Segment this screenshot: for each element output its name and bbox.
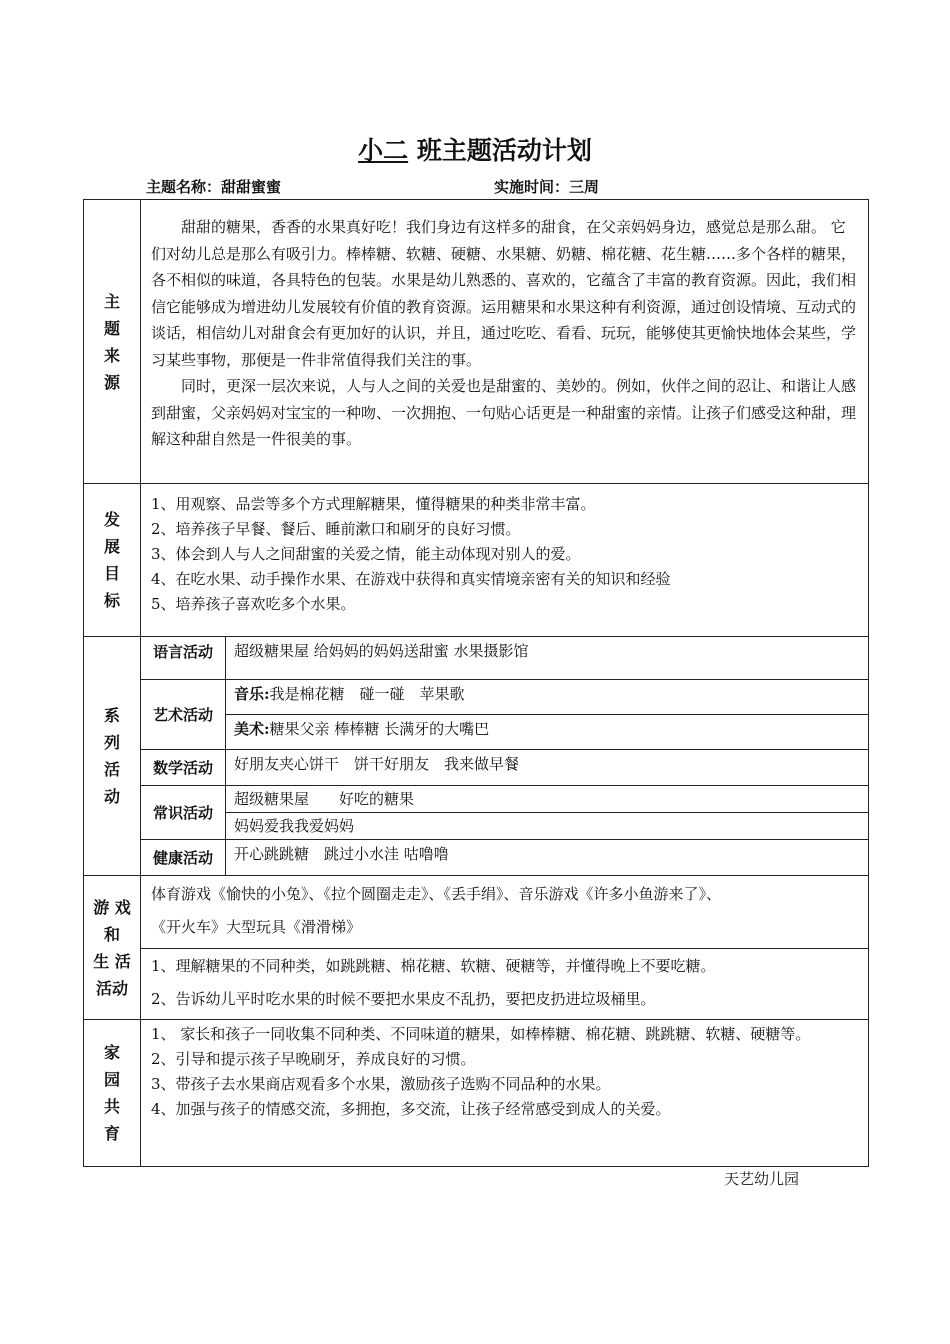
activity-health-name: 健康活动	[141, 840, 226, 876]
games-content	[141, 876, 869, 949]
home-item: 2、引导和提示孩子早晚刷牙，养成良好的习惯。	[151, 1050, 476, 1068]
activity-knowledge-text-2: 妈妈爱我我爱妈妈	[226, 813, 869, 840]
music-text: 我是棉花糖 碰一碰 苹果歌	[269, 685, 465, 703]
source-label-char-3: 来	[103, 345, 120, 365]
activity-math-text: 好朋友夹心饼干 饼干好朋友 我来做早餐	[226, 750, 869, 786]
activity-knowledge-text-1: 超级糖果屋 好吃的糖果	[226, 786, 869, 813]
source-paragraph-1: 甜甜的糖果，香香的水果真好吃！我们身边有这样多的甜食，在父亲妈妈身边，感觉总是那么甜。 它们对幼儿总是那么有吸引力。棒棒糖、软糖、硬糖、水果糖、奶糖、棉花糖、花生糖……多个各样的糖果，各不相似的味道，各具特色的包装。水果是幼儿熟悉的、喜欢的，它蕴含了丰富的教育资源。因此，我们相信它能够成为增进幼儿发展较有价值的教育资源。运用糖果和水果这种有利资源，通过创设情境、互动式的谈话，相信幼儿对甜食会有更加好的认识，并且，通过吃吃、看看、玩玩，能够使其更愉快地体会某些，学习某些事物，那便是一件非常值得我们关注的事。	[151, 218, 857, 369]
home-item: 4、加强与孩子的情感交流，多拥抱，多交流，让孩子经常感受到成人的关爱。	[151, 1100, 671, 1118]
activity-music-row	[84, 680, 869, 715]
activity-health-row	[84, 840, 869, 876]
theme-name: 主题名称：甜甜蜜蜜	[146, 178, 282, 196]
duration: 实施时间：三周	[494, 178, 600, 196]
school-signature: 天艺幼儿园	[724, 1170, 800, 1188]
source-label	[84, 200, 141, 484]
home-label: 家 园 共 育	[84, 1020, 141, 1167]
fineart-label: 美术:	[234, 720, 270, 738]
activity-math-row	[84, 750, 869, 786]
activity-knowledge-row-1	[84, 786, 869, 813]
title-rest: 班主题活动计划	[408, 136, 592, 165]
activity-language-row	[84, 637, 869, 680]
activity-language-name: 语言活动	[141, 637, 226, 680]
source-label-char-2: 题	[103, 318, 120, 338]
home-item: 3、带孩子去水果商店观看多个水果，激励孩子选购不同品种的水果。	[151, 1075, 611, 1093]
activities-label: 系 列 活 动	[84, 637, 141, 876]
fineart-text: 糖果父亲 棒棒糖 长满牙的大嘴巴	[269, 720, 490, 738]
games-line-1: 体育游戏《愉快的小兔》、《拉个圆圈走走》、《丢手绢》、音乐游戏《许多小鱼游来了》、	[151, 885, 722, 903]
page-title	[0, 131, 950, 167]
activity-knowledge-name: 常识活动	[141, 786, 226, 840]
goals-content	[141, 484, 869, 637]
life-row	[84, 949, 869, 1020]
activity-health-text: 开心跳跳糖 跳过小水洼 咕噜噜	[226, 840, 869, 876]
goal-item: 4、在吃水果、动手操作水果、在游戏中获得和真实情境亲密有关的知识和经验	[151, 570, 671, 588]
source-paragraph-2: 同时，更深一层次来说，人与人之间的关爱也是甜蜜的、美妙的。例如，伙伴之间的忍让、和谐让人感到甜蜜，父亲妈妈对宝宝的一种吻、一次拥抱、一句贴心话更是一种甜蜜的亲情。让孩子们感受这种甜，理解这种甜自然是一件很美的事。	[151, 377, 857, 448]
activity-math-name: 数学活动	[141, 750, 226, 786]
home-row	[84, 1020, 869, 1167]
activity-language-text: 超级糖果屋 给妈妈的妈妈送甜蜜 水果摄影馆	[226, 637, 869, 680]
goal-item: 5、培养孩子喜欢吃多个水果。	[151, 595, 356, 613]
title-class-name: 小二	[358, 136, 409, 165]
home-content	[141, 1020, 869, 1167]
source-content	[141, 200, 869, 484]
activity-music-cell	[226, 680, 869, 715]
activity-art-name: 艺术活动	[141, 680, 226, 750]
goal-item: 2、培养孩子早餐、餐后、睡前漱口和刷牙的良好习惯。	[151, 520, 521, 538]
games-row	[84, 876, 869, 949]
music-label: 音乐:	[234, 685, 270, 703]
activity-fineart-cell	[226, 715, 869, 750]
source-label-char-4: 源	[103, 372, 120, 392]
source-label-char-1: 主	[103, 291, 120, 311]
source-row	[84, 200, 869, 484]
goal-item: 3、体会到人与人之间甜蜜的关爱之情，能主动体现对别人的爱。	[151, 545, 581, 563]
goals-label: 发 展 目 标	[84, 484, 141, 637]
life-line-1: 1、理解糖果的不同种类，如跳跳糖、棉花糖、软糖、硬糖等，并懂得晚上不要吃糖。	[151, 957, 716, 975]
goals-row	[84, 484, 869, 637]
life-content	[141, 949, 869, 1020]
goal-item: 1、用观察、品尝等多个方式理解糖果，懂得糖果的种类非常丰富。	[151, 495, 596, 513]
games-label: 游 戏 和 生 活 活动	[84, 876, 141, 1020]
plan-table	[83, 199, 869, 1167]
home-item: 1、 家长和孩子一同收集不同种类、不同味道的糖果，如棒棒糖、棉花糖、跳跳糖、软糖、硬糖等。	[151, 1025, 811, 1043]
games-line-2: 《开火车》大型玩具《滑滑梯》	[151, 918, 362, 936]
life-line-2: 2、告诉幼儿平时吃水果的时候不要把水果皮不乱扔，要把皮扔进垃圾桶里。	[151, 990, 656, 1008]
